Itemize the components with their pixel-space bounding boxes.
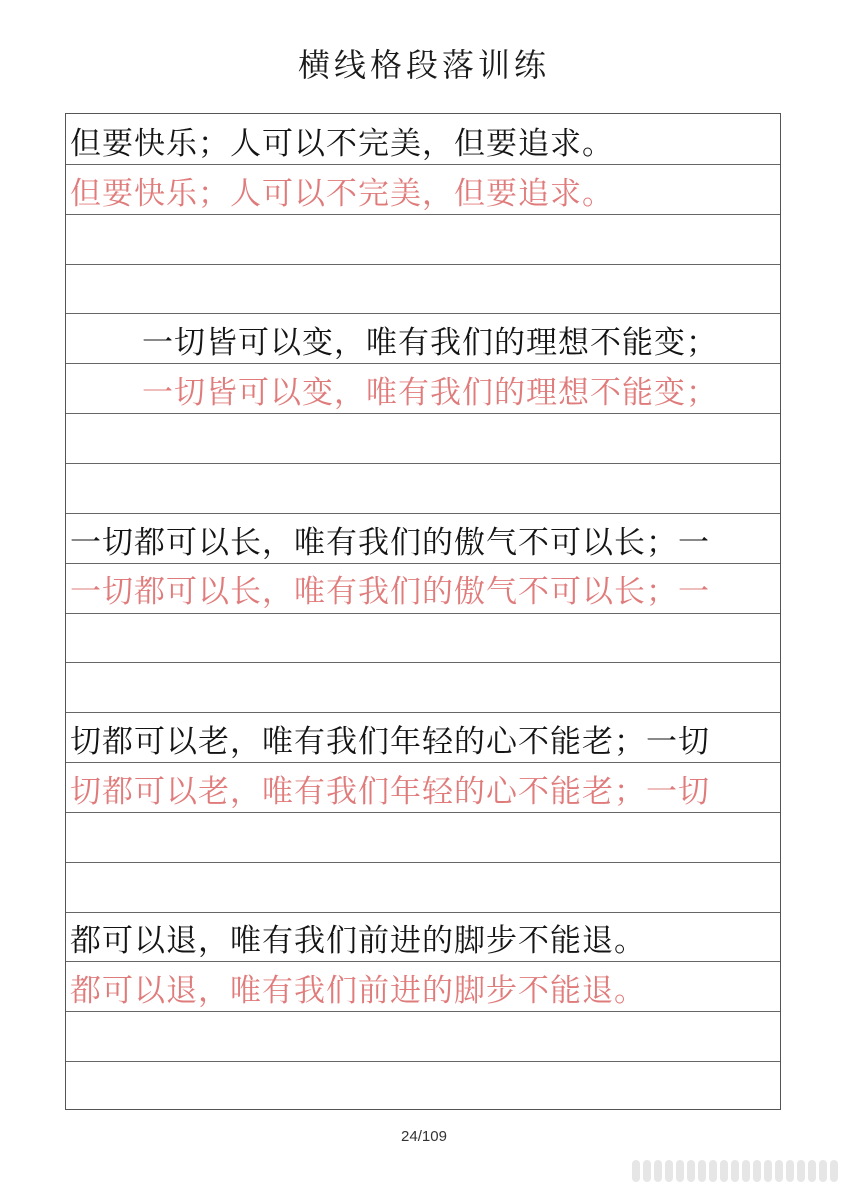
blank-practice-line [66,812,780,862]
tracing-text: 但要快乐；人可以不完美，但要追求。 [70,175,614,212]
tracing-line [66,762,780,812]
blank-practice-line [66,1061,780,1111]
blank-practice-line [66,463,780,513]
tracing-line [66,363,780,413]
blank-practice-line [66,1011,780,1061]
blank-practice-line [66,214,780,264]
model-line [66,114,780,164]
tracing-text: 一切都可以长，唯有我们的傲气不可以长；一 [70,574,710,611]
model-text: 一切皆可以变，唯有我们的理想不能变； [142,325,718,362]
model-line [66,712,780,762]
model-line [66,313,780,363]
model-text: 都可以退，唯有我们前进的脚步不能退。 [70,923,646,960]
blank-practice-line [66,662,780,712]
tracing-line [66,961,780,1011]
page-title: 横线格段落训练 [297,46,550,84]
model-text: 切都可以老，唯有我们年轻的心不能老；一切 [70,724,710,761]
blank-practice-line [66,862,780,912]
tracing-line [66,164,780,214]
tracing-text: 都可以退，唯有我们前进的脚步不能退。 [70,973,646,1010]
tracing-line [66,563,780,613]
page-number: 24/109 [401,1128,447,1145]
model-line [66,912,780,962]
model-text: 一切都可以长，唯有我们的傲气不可以长；一 [70,524,710,561]
tracing-text: 一切皆可以变，唯有我们的理想不能变； [142,375,718,412]
watermark-icon [632,1160,838,1182]
blank-practice-line [66,413,780,463]
blank-practice-line [66,613,780,663]
lined-practice-sheet [65,113,781,1110]
model-line [66,513,780,563]
blank-practice-line [66,264,780,314]
tracing-text: 切都可以老，唯有我们年轻的心不能老；一切 [70,773,710,810]
model-text: 但要快乐；人可以不完美，但要追求。 [70,125,614,162]
